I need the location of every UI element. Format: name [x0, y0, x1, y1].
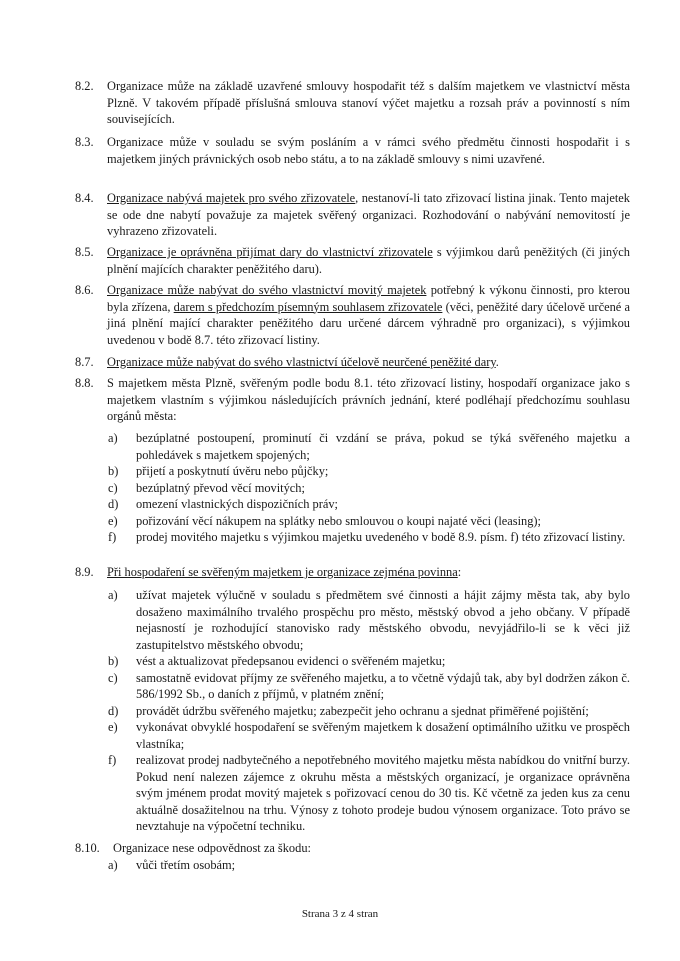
- section-8-2: [75, 78, 630, 128]
- list-item: a) užívat majetek výlučně v souladu s předmětem své činnosti a hájit zájmy města tak, aby bylo dosaženo maximálního trvalého prospěchu pro město, městský obvod a jeho občany. V případě nejasností je rozhodující stanovisko rady městského obvodu, nevyjádřilo-li se k věci již zastupitelstvo městského obvodu;: [108, 588, 630, 652]
- list-item: f) realizovat prodej nadbytečného a nepotřebného movitého majetku města nabídkou do vnitřní burzy. Pokud není nalezen zájemce z okruhu města a městských organizací, je organizace oprávněna svým jménem prodat movitý majetek s pořizovací cenou do 30 tis. Kč včetně za jeden kus za cenu aktuálně dosažitelnou na trhu. Výnosy z tohoto prodeje budou výnosem organizace. Toto právo se nevztahuje na výpočetní techniku.: [108, 753, 630, 833]
- section-8-9: [75, 564, 630, 581]
- underlined-clause: darem s předchozím písemným souhlasem zřizovatele: [173, 299, 443, 314]
- list-item: d) omezení vlastnických dispozičních práv;: [108, 497, 338, 511]
- section-number: 8.9.: [75, 565, 94, 579]
- list-item: a) vůči třetím osobám;: [108, 858, 236, 872]
- list-item: b) vést a aktualizovat předepsanou evidenci o svěřeném majetku;: [108, 654, 446, 668]
- section-number: 8.8.: [75, 376, 94, 390]
- section-number: 8.3.: [75, 135, 94, 149]
- underlined-clause: Při hospodaření se svěřeným majetkem je organizace zejména povinna: [107, 565, 458, 579]
- section-8-8: [75, 375, 630, 425]
- section-8-3: [75, 134, 630, 167]
- page-footer: Strana 3 z 4 stran: [301, 908, 379, 920]
- section-number: 8.4.: [75, 191, 94, 205]
- section-text: Organizace může v souladu se svým posláním a v rámci svého předmětu činnosti hospodařit i s majetkem jiných právnických osob nebo státu, a to na základě smlouvy s nimi uzavřené.: [107, 135, 630, 166]
- list-item: c) bezúplatný převod věcí movitých;: [108, 480, 305, 495]
- section-text: Organizace může na základě uzavřené smlouvy hospodařit též s dalším majetkem ve vlastnictví města Plzně. V takovém případě příslušná smlouva stanoví výčet majetku a rozsah práv a povinností s ním souvisejících.: [107, 79, 630, 126]
- list-item: d) provádět údržbu svěřeného majetku; zabezpečit jeho ochranu a sjednat přiměřené pojištění;: [108, 703, 589, 718]
- list-8-10: [108, 857, 630, 874]
- section-text: Organizace nese odpovědnost za škodu:: [113, 841, 311, 855]
- underlined-clause: Organizace je oprávněna přijímat dary do vlastnictví zřizovatele: [107, 245, 433, 259]
- section-8-4: [75, 190, 630, 240]
- section-number: 8.6.: [75, 283, 94, 297]
- underlined-clause: Organizace nabývá majetek pro svého zřizovatele: [107, 191, 356, 205]
- list-item: c) samostatně evidovat příjmy ze svěřeného majetku, a to včetně výdajů tak, aby byl dodržen zákon č. 586/1992 Sb., o daních z příjmů, v platném znění;: [108, 670, 630, 701]
- section-number: 8.7.: [75, 355, 94, 369]
- section-8-10: [75, 840, 630, 857]
- section-text: s výjimkou darů peněžitých (či jiných plnění majících charakter peněžitého daru).: [107, 245, 630, 276]
- list-item: b) přijetí a poskytnutí úvěru nebo půjčky;: [108, 464, 329, 478]
- section-text: .: [495, 355, 499, 369]
- list-item: e) vykonávat obvyklé hospodaření se svěřeným majetkem k dosažení optimálního užitku ve prospěch vlastníka;: [108, 720, 630, 751]
- list-item: e) pořizování věcí nákupem na splátky nebo smlouvou o koupi najaté věci (leasing);: [108, 513, 541, 528]
- list-8-9: [108, 587, 630, 835]
- list-item: f) prodej movitého majetku s výjimkou majetku uvedeného v bodě 8.9. písm. f) této zřizovací listiny.: [108, 530, 626, 544]
- section-text: S majetkem města Plzně, svěřeným podle bodu 8.1. této zřizovací listiny, hospodaří organizace jako s majetkem vlastním s výjimkou následujících právních jednání, které podléhají předchozímu souhlasu orgánů města:: [107, 376, 630, 423]
- list-item: a) bezúplatné postoupení, prominutí či vzdání se práva, pokud se týká svěřeného majetku a pohledávek s majetkem spojených;: [108, 431, 630, 462]
- section-text: potřebný k výkonu činnosti, pro kterou byla zřízena,: [107, 283, 630, 314]
- section-text: , nestanoví-li tato zřizovací listina jinak. Tento majetek se ode dne nabytí považuje za majetek svěřený organizaci. Rozhodování o nabývání nemovitostí je vyhrazeno zřizovateli.: [107, 191, 631, 238]
- list-8-8: [108, 430, 630, 546]
- section-number: 8.10.: [75, 841, 100, 855]
- section-text: (věci, peněžité dary účelově určené a jiná plnění mající charakter peněžitého daru určené dárcem výhradně pro organizaci), s výjimkou uvedenou v bodě 8.7. této zřizovací listiny.: [107, 299, 630, 347]
- section-number: 8.5.: [75, 245, 94, 259]
- underlined-clause: Organizace může nabývat do svého vlastnictví movitý majetek: [107, 283, 427, 297]
- section-8-5: [75, 244, 630, 277]
- section-8-6: [75, 282, 630, 348]
- section-text: :: [457, 565, 462, 579]
- section-8-7: [75, 354, 630, 371]
- section-number: 8.2.: [75, 79, 94, 93]
- underlined-clause: Organizace může nabývat do svého vlastnictví účelově neurčené peněžité dary: [107, 355, 496, 369]
